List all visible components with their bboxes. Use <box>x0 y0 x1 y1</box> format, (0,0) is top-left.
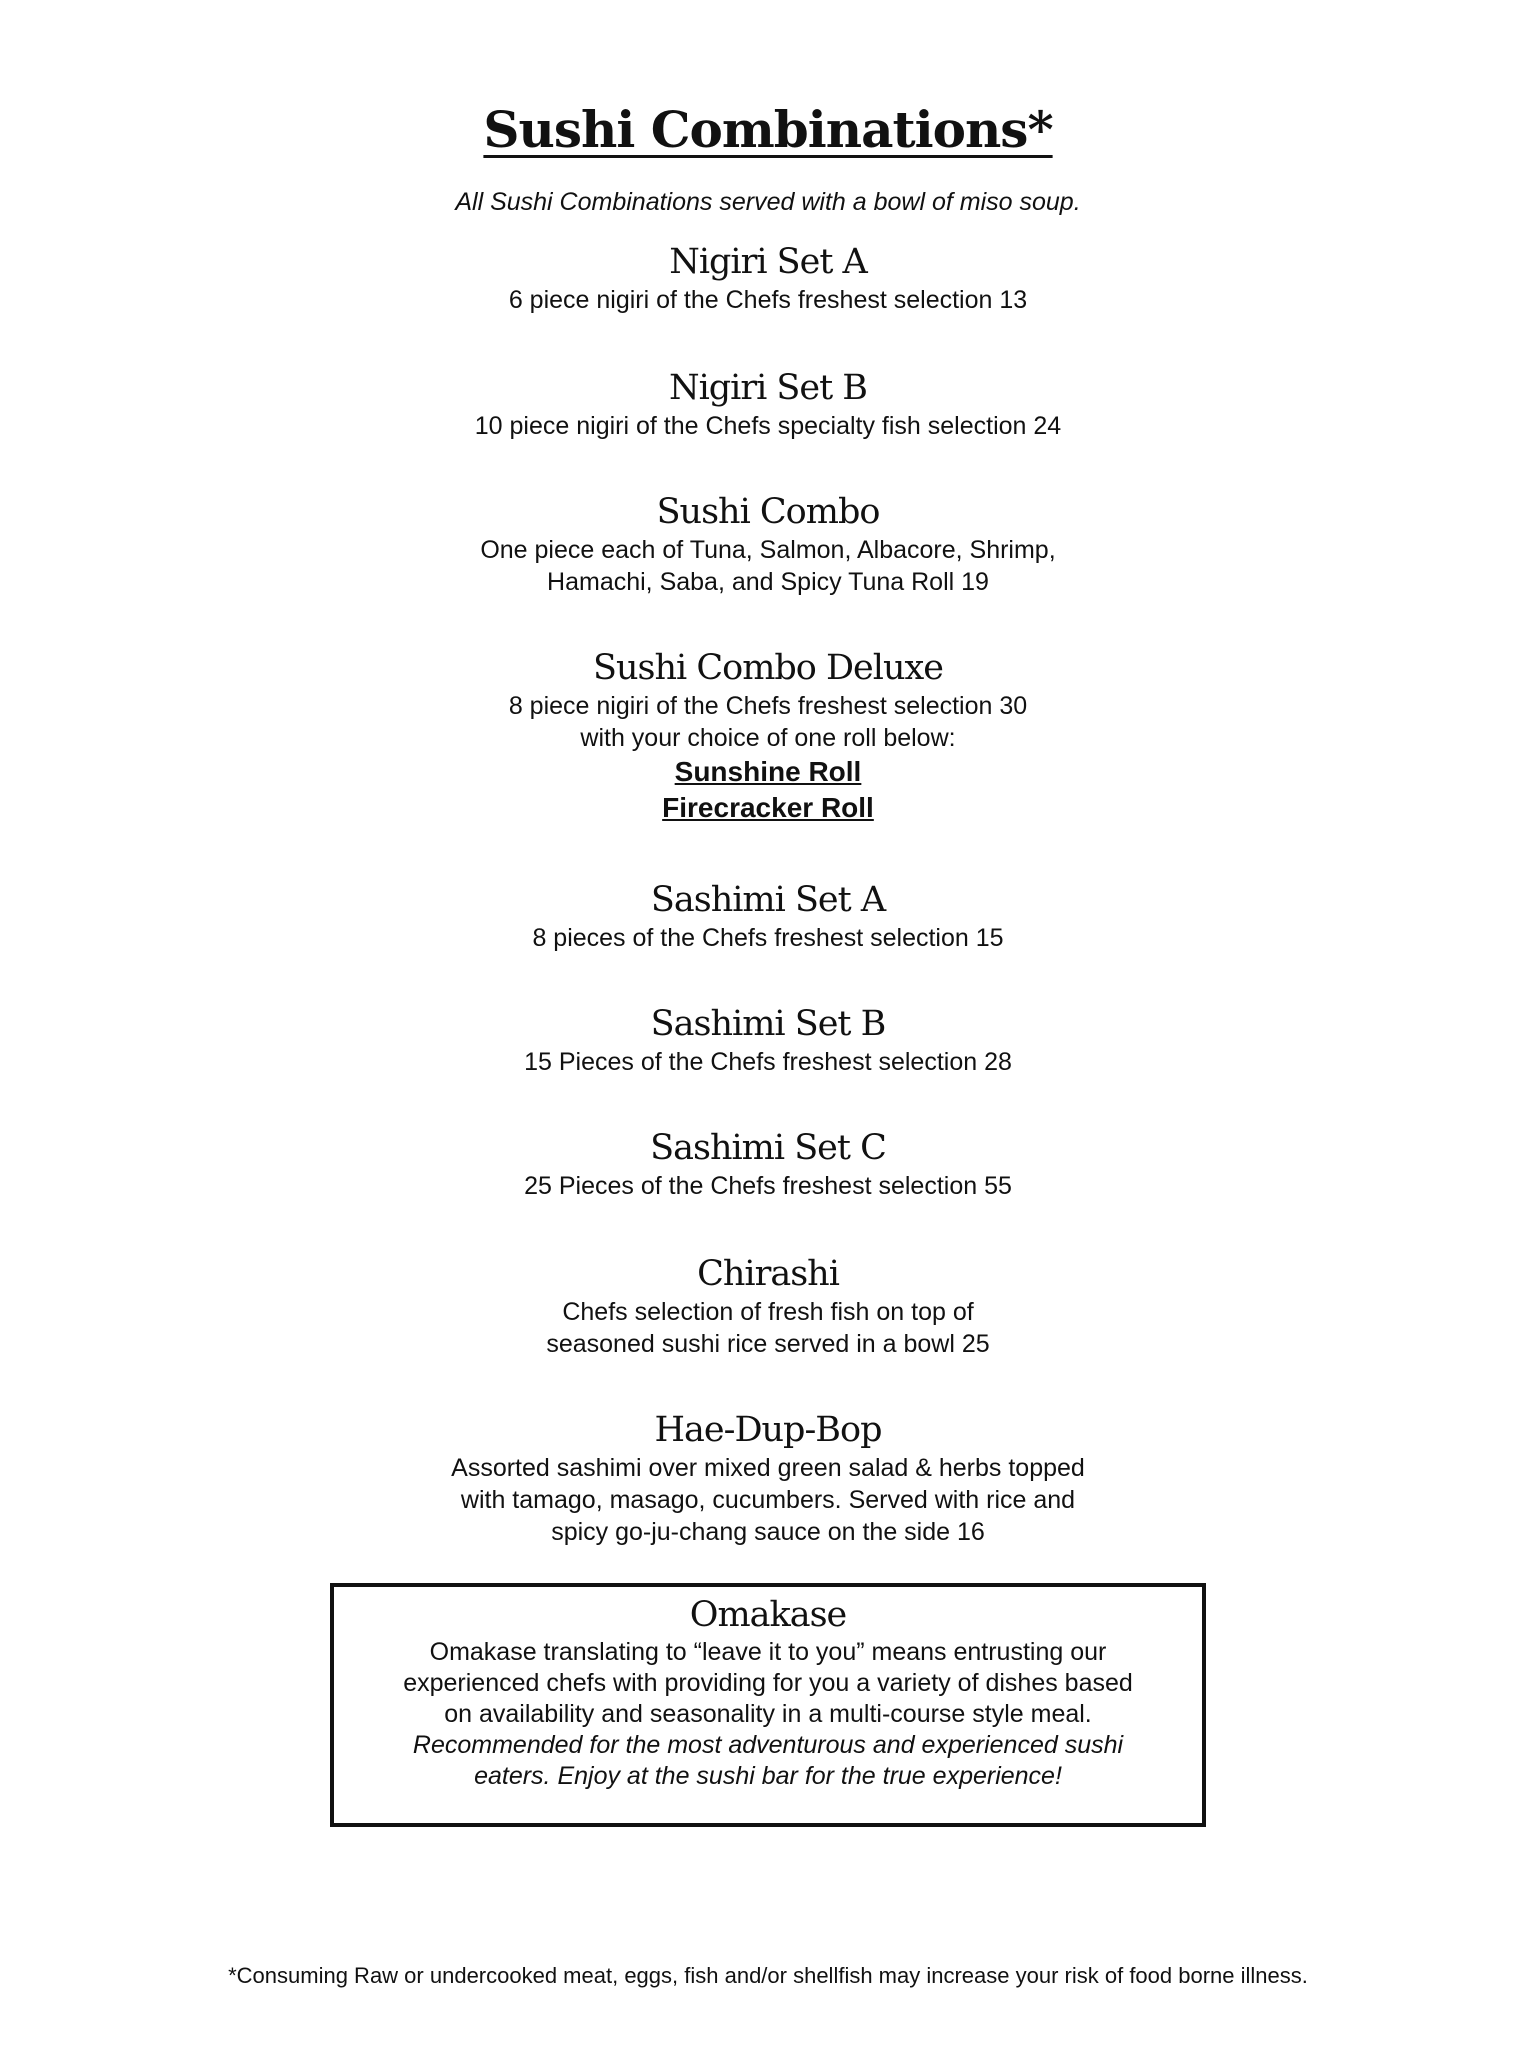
item-description: Assorted sashimi over mixed green salad & herbs topped <box>451 1454 1085 1482</box>
page-title: Sushi Combinations* <box>483 100 1053 159</box>
menu-item-hae-dup-bop <box>268 1408 1268 1548</box>
item-description: 25 Pieces of the Chefs freshest selection 55 <box>524 1172 1012 1200</box>
omakase-description: Omakase translating to “leave it to you” means entrusting our <box>429 1638 1107 1666</box>
page-subtitle: All Sushi Combinations served with a bowl of miso soup. <box>455 188 1081 216</box>
item-description: 8 piece nigiri of the Chefs freshest selection 30 <box>508 692 1028 720</box>
omakase-description: experienced chefs with providing for you a variety of dishes based <box>403 1669 1133 1697</box>
item-description: with tamago, masago, cucumbers. Served with rice and <box>460 1486 1076 1514</box>
omakase-title: Omakase <box>689 1595 847 1635</box>
menu-item-chirashi <box>268 1252 1268 1360</box>
item-name: Sashimi Set A <box>650 880 886 920</box>
item-name: Sashimi Set C <box>650 1128 886 1168</box>
item-description: 6 piece nigiri of the Chefs freshest selection 13 <box>508 286 1028 314</box>
item-name: Nigiri Set A <box>669 242 867 282</box>
item-description: seasoned sushi rice served in a bowl 25 <box>546 1330 990 1358</box>
item-name: Nigiri Set B <box>668 368 868 408</box>
item-name: Sushi Combo <box>656 492 880 532</box>
item-description: One piece each of Tuna, Salmon, Albacore, Shrimp, <box>480 536 1056 564</box>
item-name: Sushi Combo Deluxe <box>593 648 943 688</box>
footer-disclaimer: *Consuming Raw or undercooked meat, eggs, fish and/or shellfish may increase your risk of food borne illness. <box>228 1963 1308 1988</box>
menu-item-nigiri-set-a <box>268 240 1268 316</box>
omakase-box <box>330 1583 1206 1827</box>
item-description: 8 pieces of the Chefs freshest selection 15 <box>532 924 1004 952</box>
item-description: Hamachi, Saba, and Spicy Tuna Roll 19 <box>547 568 989 596</box>
roll-option-firecracker: Firecracker Roll <box>662 792 874 823</box>
item-description: spicy go-ju-chang sauce on the side 16 <box>551 1518 985 1546</box>
roll-option-sunshine: Sunshine Roll <box>674 756 862 787</box>
menu-item-nigiri-set-b <box>268 366 1268 442</box>
menu-item-sashimi-set-c <box>268 1126 1268 1202</box>
item-description: 10 piece nigiri of the Chefs specialty fish selection 24 <box>474 412 1062 440</box>
item-description: 15 Pieces of the Chefs freshest selection 28 <box>524 1048 1012 1076</box>
item-description: with your choice of one roll below: <box>580 724 956 752</box>
omakase-note: eaters. Enjoy at the sushi bar for the true experience! <box>474 1762 1062 1790</box>
menu-item-sashimi-set-b <box>268 1002 1268 1078</box>
omakase-description: on availability and seasonality in a multi-course style meal. <box>444 1700 1092 1728</box>
menu-item-sushi-combo <box>268 490 1268 598</box>
item-description: Chefs selection of fresh fish on top of <box>562 1298 974 1326</box>
item-name: Chirashi <box>697 1254 839 1294</box>
omakase-note: Recommended for the most adventurous and experienced sushi <box>412 1731 1124 1759</box>
item-name: Sashimi Set B <box>650 1004 886 1044</box>
menu-item-sushi-combo-deluxe <box>268 646 1268 826</box>
item-name: Hae-Dup-Bop <box>654 1410 882 1450</box>
menu-item-sashimi-set-a <box>268 878 1268 954</box>
